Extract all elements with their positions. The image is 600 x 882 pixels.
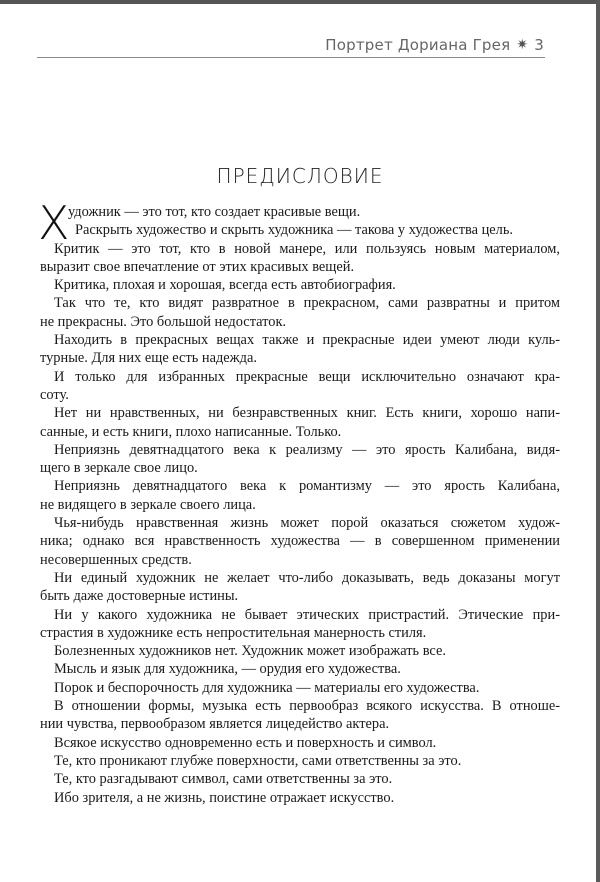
window-top-border <box>0 0 600 4</box>
text-line: Раскрыть художество и скрыть художника — такова у художества цель. <box>75 222 513 239</box>
text-line: И только для избранных прекрасные вещи исключительно означают кра- <box>54 368 560 385</box>
text-line: удожник — это тот, кто создает красивые вещи. <box>68 204 361 220</box>
text-line: несовершенных средств. <box>40 551 192 568</box>
paragraph <box>40 606 560 643</box>
paragraph <box>40 404 560 441</box>
text-line: Так что те, кто видят развратное в прекрасном, сами развратны и притом <box>54 295 560 312</box>
paragraph <box>40 477 560 514</box>
paragraph <box>40 789 560 807</box>
text-line: Чья-нибудь нравственная жизнь может порой оказаться сюжетом худож- <box>54 515 560 532</box>
text-line: Болезненных художников нет. Художник может изображать все. <box>54 643 446 660</box>
text-line: Ни единый художник не желает что-либо доказывать, ведь доказаны могут <box>54 569 560 586</box>
text-line: Неприязнь девятнадцатого века к романтизму — это ярость Калибана, <box>54 478 560 495</box>
text-line: быть даже достоверные истины. <box>40 588 239 605</box>
paragraph <box>40 441 560 478</box>
paragraph <box>40 514 560 569</box>
paragraph <box>40 642 560 660</box>
text-line: не видящего в зеркале своего лица. <box>40 496 256 513</box>
text-line: Критик — это тот, кто в новой манере, или пользуясь новым материалом, <box>54 240 560 257</box>
paragraph <box>40 203 560 221</box>
text-line: Находить в прекрасных вещах также и прекрасные идеи умеют люди куль- <box>54 332 560 349</box>
paragraph <box>40 734 560 752</box>
text-line: Порок и беспорочность для художника — материалы его художества. <box>54 679 480 696</box>
paragraph <box>40 697 560 734</box>
text-line: Нет ни нравственных, ни безнравственных книг. Есть книги, хорошо напи- <box>54 405 560 422</box>
text-line: Ни у какого художника не бывает этических пристрастий. Этические при- <box>54 606 560 623</box>
running-header <box>325 36 544 54</box>
book-title: Портрет Дориана Грея <box>325 36 511 54</box>
paragraph <box>40 770 560 788</box>
paragraph <box>40 569 560 606</box>
text-line: Всякое искусство одновременно есть и поверхность и символ. <box>54 734 437 751</box>
text-line: не прекрасны. Это большой недостаток. <box>40 313 287 330</box>
text-line: Те, кто разгадывают символ, сами ответственны за это. <box>54 771 393 788</box>
page-number: 3 <box>534 36 544 54</box>
chapter-title: ПРЕДИСЛОВИЕ <box>216 164 384 188</box>
text-line: Неприязнь девятнадцатого века к реализму — это ярость Калибана, видя- <box>54 441 560 458</box>
header-rule <box>37 57 545 58</box>
paragraph <box>40 331 560 368</box>
paragraph <box>40 679 560 697</box>
paragraph <box>40 368 560 405</box>
text-line: В отношении формы, музыка есть первообраз всякого искусства. В отноше- <box>54 698 560 715</box>
body-text <box>38 196 560 807</box>
text-line: страстия в художнике есть непростительная манерность стиля. <box>40 624 427 641</box>
paragraph <box>40 240 560 277</box>
text-line: соту. <box>40 386 69 403</box>
paragraph <box>40 294 560 331</box>
paragraph <box>40 660 560 678</box>
paragraph <box>40 276 560 294</box>
text-line: Ибо зрителя, а не жизнь, поистине отражает искусство. <box>54 789 395 806</box>
text-line: Те, кто проникают глубже поверхности, сами ответственны за это. <box>54 752 462 769</box>
text-line: выразит свое впечатление от этих красивых вещей. <box>40 258 355 275</box>
text-line: ника; однако вся нравственность художества — в совершенном применении <box>40 533 560 550</box>
star-icon: ✷ <box>516 37 529 53</box>
text-line: Мысль и язык для художника, — орудия его художества. <box>54 661 401 678</box>
window-right-border <box>596 0 600 882</box>
text-line: турные. Для них еще есть надежда. <box>40 350 257 367</box>
text-line: нии чувства, первообразом является лицедейство актера. <box>40 716 390 733</box>
text-line: Критика, плохая и хорошая, всегда есть автобиография. <box>54 277 396 294</box>
text-line: санные, и есть книги, плохо написанные. Только. <box>40 423 342 440</box>
paragraph <box>40 221 560 239</box>
paragraph <box>40 752 560 770</box>
text-line: щего в зеркале свое лицо. <box>40 460 198 477</box>
drop-cap: Х <box>38 196 70 250</box>
